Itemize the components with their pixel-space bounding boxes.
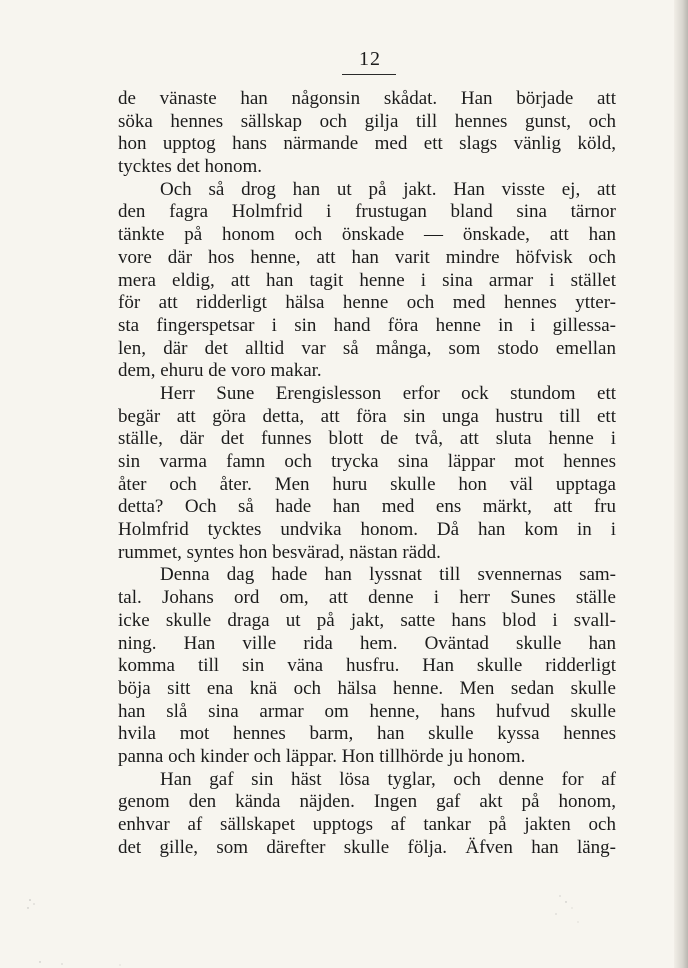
text-line: tycktes det honom. — [118, 156, 263, 178]
text-line: ställe, där det funnes blott de två, att sluta henne i — [118, 428, 616, 450]
page-edge-shadow — [674, 0, 688, 968]
text-line: genom den kända näjden. Ingen gaf akt på honom, — [118, 791, 616, 813]
text-line: hvila mot hennes barm, han skulle kyssa hennes — [118, 723, 616, 745]
text-line: det gille, som därefter skulle följa. Äfven han läng- — [118, 836, 616, 858]
text-line: panna och kinder och läppar. Hon tillhörde ju honom. — [118, 745, 526, 767]
text-line: Och så drog han ut på jakt. Han visste ej, att — [160, 178, 616, 200]
body-text — [118, 88, 616, 859]
text-line: ning. Han ville rida hem. Oväntad skulle han — [118, 632, 616, 654]
text-line: den fagra Holmfrid i frustugan bland sina tärnor — [118, 201, 616, 223]
text-line: Holmfrid tycktes undvika honom. Då han kom in i — [118, 519, 616, 541]
text-line: enhvar af sällskapet upptogs af tankar på jakten och — [118, 814, 616, 835]
text-line: vore där hos henne, att han varit mindre höfvisk och — [118, 246, 616, 268]
text-line: rummet, syntes hon besvärad, nästan rädd. — [118, 541, 441, 563]
text-line: de vänaste han någonsin skådat. Han började att — [118, 88, 616, 109]
text-line: han slå sina armar om henne, hans hufvud skulle — [118, 700, 616, 722]
text-line: komma till sin väna husfru. Han skulle ridderligt — [118, 655, 616, 677]
text-line: sin varma famn och trycka sina läppar mot hennes — [118, 451, 616, 472]
text-line: åter och åter. Men huru skulle hon väl upptaga — [118, 473, 616, 495]
page-number-rule — [342, 74, 396, 75]
text-line: tal. Johans ord om, att denne i herr Sunes ställe — [118, 587, 616, 609]
text-line: dem, ehuru de voro makar. — [118, 360, 322, 382]
text-line: len, där det alltid var så många, som stodo emellan — [118, 337, 616, 359]
text-line: detta? Och så hade han med ens märkt, att fru — [118, 496, 616, 518]
text-line: sta fingerspetsar i sin hand föra henne in i gillessa- — [118, 314, 616, 336]
text-line: icke skulle draga ut på jakt, satte hans blod i svall- — [118, 609, 616, 631]
text-line: söka hennes sällskap och gilja till hennes gunst, och — [118, 110, 616, 132]
page-number: 12 — [359, 48, 381, 70]
text-line: hon upptog hans närmande med ett slags vänlig köld, — [118, 133, 616, 155]
text-line: begär att göra detta, att föra sin unga hustru till ett — [118, 405, 616, 427]
text-line: mera eldig, att han tagit henne i sina armar i stället — [118, 269, 616, 291]
text-line: tänkte på honom och önskade — önskade, att han — [118, 224, 616, 246]
paper-specks — [0, 878, 688, 968]
text-line: Herr Sune Erengislesson erfor ock stundom ett — [160, 382, 616, 404]
text-line: Denna dag hade han lyssnat till svennernas sam- — [160, 564, 616, 586]
text-line: böja sitt ena knä och hälsa henne. Men sedan skulle — [118, 677, 616, 699]
text-line: för att ridderligt hälsa henne och med hennes ytter- — [118, 292, 616, 314]
text-line: Han gaf sin häst lösa tyglar, och denne for af — [160, 768, 616, 790]
